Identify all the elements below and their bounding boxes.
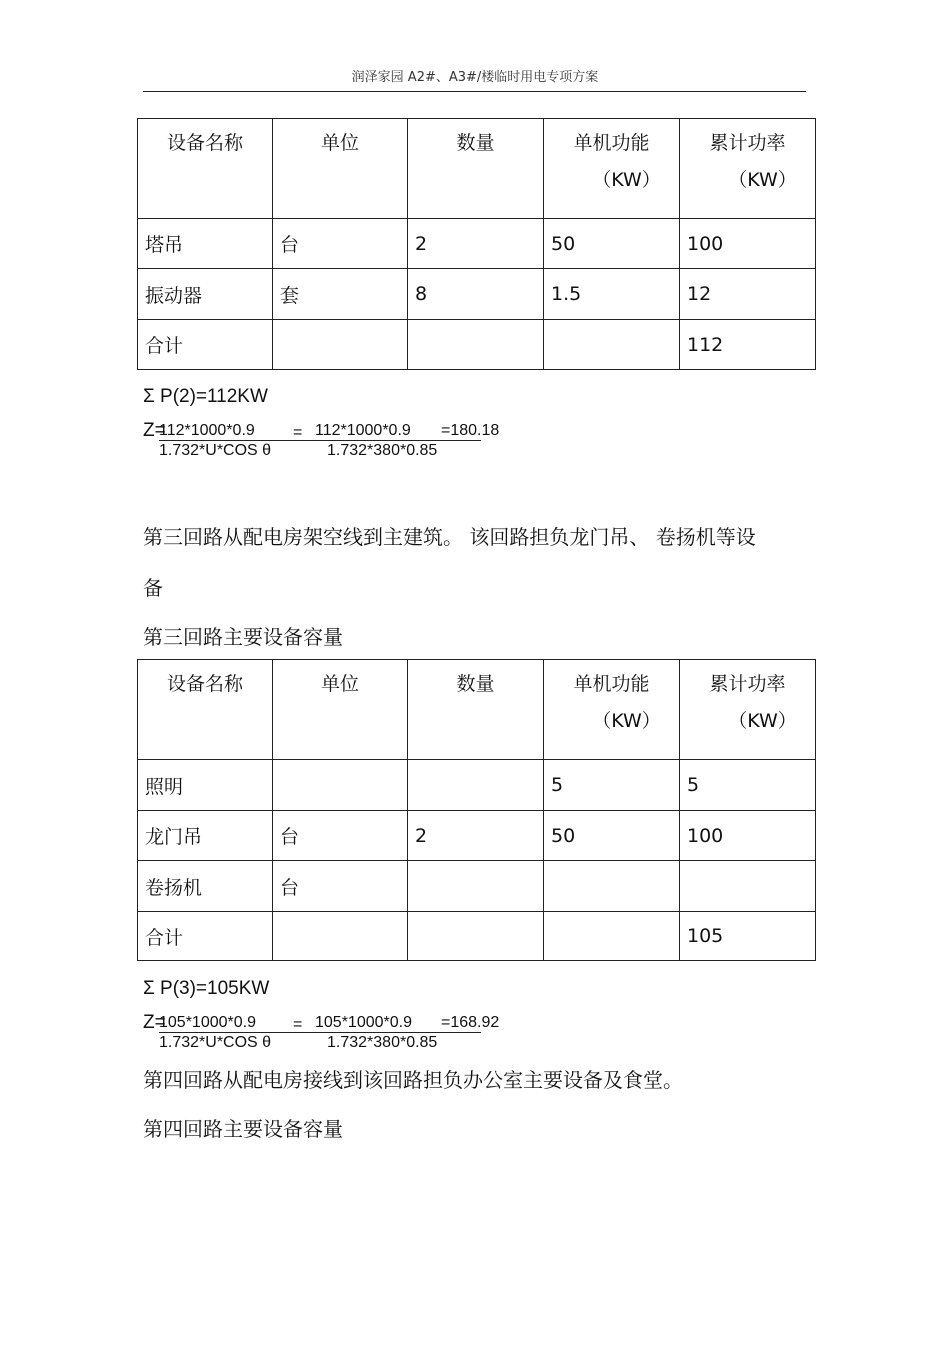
cell-name: 龙门吊 [138, 811, 273, 861]
equipment-table-circuit-3 [137, 659, 816, 961]
header-cell-unit: 单位 [273, 660, 408, 760]
formula-result: =180.18 [441, 422, 500, 439]
cell-single-power [544, 861, 680, 912]
table-row [138, 219, 816, 269]
header-cell-name: 设备名称 [138, 119, 273, 219]
cell-single-power: 5 [544, 760, 680, 811]
formula-denominator: 1.732*U*COS θ [159, 442, 272, 459]
table-row-total [138, 320, 816, 370]
cell-total-power: 12 [680, 269, 816, 320]
table-header-row [138, 660, 816, 760]
header-cell-qty: 数量 [408, 119, 544, 219]
cell-name: 卷扬机 [138, 861, 273, 912]
sum-power-circuit-2: Σ P(2)=112KW [143, 386, 268, 407]
page-header-title: 润泽家园 A2#、A3#/楼临时用电专项方案 [351, 70, 599, 85]
formula-numerator-values: 105*1000*0.9 [315, 1014, 412, 1031]
cell-unit: 套 [273, 269, 408, 320]
cell-single-power: 50 [544, 811, 680, 861]
header-cell-total-power: 累计功率 （KW） [680, 119, 816, 219]
header-cell-unit: 单位 [273, 119, 408, 219]
sum-power-circuit-3: Σ P(3)=105KW [143, 978, 270, 999]
cell-unit: 台 [273, 861, 408, 912]
formula-result: =168.92 [441, 1014, 500, 1031]
table-row-total [138, 912, 816, 961]
paragraph-circuit-3-line-2: 备 [143, 576, 163, 600]
cell-name: 合计 [138, 912, 273, 961]
table-row [138, 269, 816, 320]
equipment-table-circuit-2 [137, 118, 816, 370]
current-formula-circuit-3 [143, 1012, 543, 1054]
formula-numerator: 112*1000*0.9 [159, 422, 255, 439]
cell-single-power [544, 320, 680, 370]
table-row [138, 760, 816, 811]
table-row [138, 811, 816, 861]
cell-unit: 台 [273, 219, 408, 269]
cell-total-power: 5 [680, 760, 816, 811]
formula-denominator-values: 1.732*380*0.85 [327, 442, 438, 459]
cell-qty [408, 912, 544, 961]
cell-single-power [544, 912, 680, 961]
header-divider [143, 91, 806, 92]
cell-qty: 8 [408, 269, 544, 320]
formula-denominator-values: 1.732*380*0.85 [327, 1034, 438, 1051]
fraction-bar [159, 1032, 481, 1033]
cell-qty: 2 [408, 811, 544, 861]
cell-qty [408, 861, 544, 912]
cell-unit: 台 [273, 811, 408, 861]
formula-denominator: 1.732*U*COS θ [159, 1034, 272, 1051]
cell-unit [273, 320, 408, 370]
header-cell-total-power: 累计功率 （KW） [680, 660, 816, 760]
table-header-row [138, 119, 816, 219]
cell-name: 振动器 [138, 269, 273, 320]
cell-qty: 2 [408, 219, 544, 269]
cell-name: 照明 [138, 760, 273, 811]
formula-equals: = [293, 424, 303, 441]
cell-unit [273, 760, 408, 811]
paragraph-circuit-3-line-1: 第三回路从配电房架空线到主建筑。 该回路担负龙门吊、 卷扬机等设 [143, 525, 756, 549]
cell-name: 塔吊 [138, 219, 273, 269]
cell-qty [408, 320, 544, 370]
cell-total-power: 112 [680, 320, 816, 370]
header-cell-single-power: 单机功能 （KW） [544, 119, 680, 219]
cell-single-power: 50 [544, 219, 680, 269]
header-cell-name: 设备名称 [138, 660, 273, 760]
fraction-bar [159, 440, 481, 441]
paragraph-circuit-4: 第四回路从配电房接线到该回路担负办公室主要设备及食堂。 [143, 1068, 683, 1092]
cell-total-power: 100 [680, 811, 816, 861]
cell-single-power: 1.5 [544, 269, 680, 320]
cell-total-power: 105 [680, 912, 816, 961]
section-title-circuit-4: 第四回路主要设备容量 [143, 1117, 343, 1141]
section-title-circuit-3: 第三回路主要设备容量 [143, 625, 343, 649]
cell-unit [273, 912, 408, 961]
header-cell-single-power: 单机功能 （KW） [544, 660, 680, 760]
formula-z-label: Z= [143, 420, 166, 441]
header-cell-qty: 数量 [408, 660, 544, 760]
formula-z-label: Z= [143, 1012, 166, 1033]
formula-equals: = [293, 1016, 303, 1033]
cell-total-power: 100 [680, 219, 816, 269]
cell-name: 合计 [138, 320, 273, 370]
current-formula-circuit-2 [143, 420, 543, 462]
formula-numerator-values: 112*1000*0.9 [315, 422, 411, 439]
table-row [138, 861, 816, 912]
cell-qty [408, 760, 544, 811]
formula-numerator: 105*1000*0.9 [159, 1014, 256, 1031]
cell-total-power [680, 861, 816, 912]
